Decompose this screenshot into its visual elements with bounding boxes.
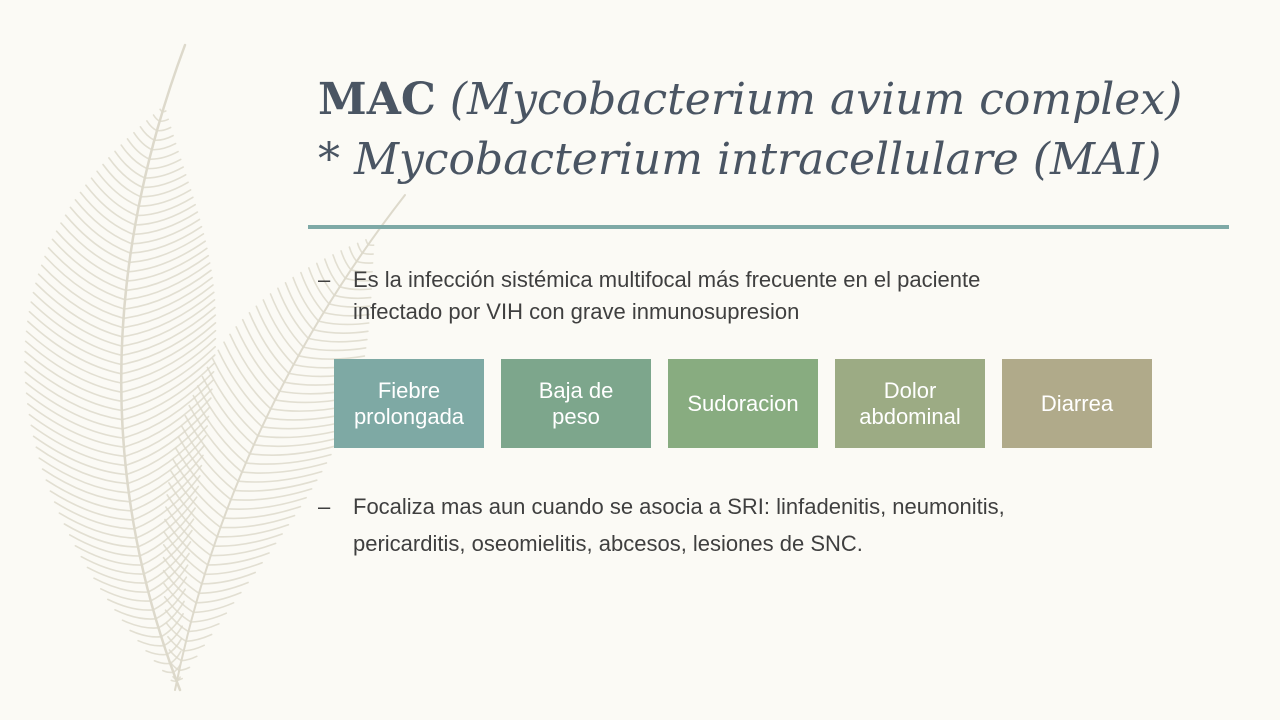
symptom-label: abdominal <box>859 403 961 429</box>
symptom-label: peso <box>552 403 600 429</box>
title-divider <box>308 225 1229 229</box>
bullet-1 <box>318 264 1198 328</box>
symptom-label: Dolor <box>883 377 937 403</box>
symptom-label: Baja de <box>538 377 614 403</box>
bullet-1-line-1: Es la infección sistémica multifocal más frecuente en el paciente <box>353 267 981 292</box>
symptom-box-dolor <box>835 359 985 448</box>
symptom-box-peso <box>501 359 651 448</box>
slide-title <box>318 70 1238 190</box>
title-subtitle: (Mycobacterium avium complex) <box>449 74 1183 125</box>
bullet-2 <box>318 488 1198 562</box>
title-line-2: * Mycobacterium intracellulare (MAI) <box>318 134 1162 185</box>
bullet-2-line-1: Focaliza mas aun cuando se asocia a SRI: linfadenitis, neumonitis, <box>353 494 1005 519</box>
symptom-label: Fiebre <box>377 377 441 403</box>
bullet-dash: – <box>318 267 331 292</box>
symptom-label: prolongada <box>353 403 465 429</box>
bullet-2-line-2: pericarditis, oseomielitis, abcesos, lesiones de SNC. <box>353 531 863 556</box>
symptom-box-sudoracion <box>668 359 818 448</box>
title-line-1 <box>318 70 1238 130</box>
bullet-1-line-2: infectado por VIH con grave inmunosupresion <box>353 299 800 324</box>
bullet-dash: – <box>318 494 331 519</box>
symptom-label: Sudoracion <box>687 390 799 416</box>
title-acronym: MAC <box>318 74 436 125</box>
symptom-box-diarrea <box>1002 359 1152 448</box>
symptom-box-fiebre <box>334 359 484 448</box>
symptom-label: Diarrea <box>1040 390 1114 416</box>
